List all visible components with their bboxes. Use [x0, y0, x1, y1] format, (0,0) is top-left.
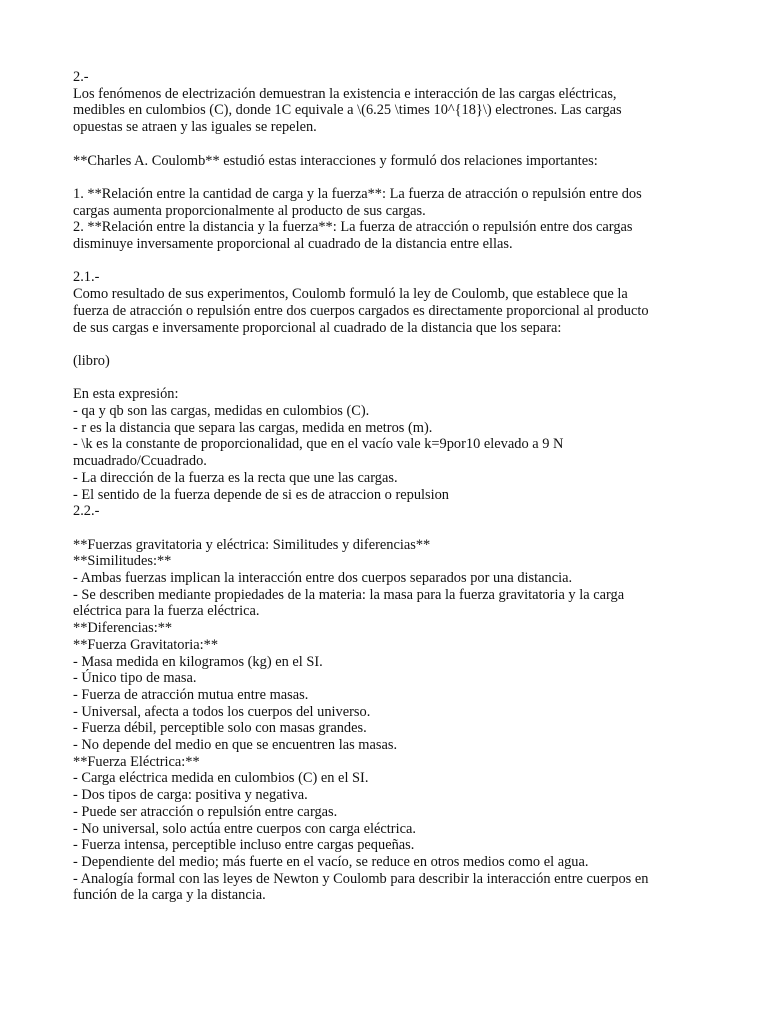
text-line: - No universal, solo actúa entre cuerpos con carga eléctrica.: [73, 820, 416, 837]
text-line: - Dos tipos de carga: positiva y negativa.: [73, 787, 308, 804]
text-line: opuestas se atraen y las iguales se repelen.: [73, 119, 317, 136]
text-line: - Se describen mediante propiedades de la materia: la masa para la fuerza gravitatoria y la carga: [73, 586, 625, 603]
text-line: - No depende del medio en que se encuentren las masas.: [73, 737, 398, 754]
text-line: 1. **Relación entre la cantidad de carga y la fuerza**: La fuerza de atracción o repulsión entre dos: [73, 185, 642, 202]
text-line: 2. **Relación entre la distancia y la fuerza**: La fuerza de atracción o repulsión entre dos cargas: [73, 219, 633, 236]
text-line: - Masa medida en kilogramos (kg) en el SI.: [73, 653, 323, 670]
text-line: **Diferencias:**: [73, 620, 173, 637]
coulomb-intro-line: **Charles A. Coulomb** estudió estas interacciones y formuló dos relaciones importantes:: [73, 152, 598, 169]
text-line: - qa y qb son las cargas, medidas en culombios (C).: [73, 402, 370, 419]
section-2-intro: [73, 86, 708, 136]
text-line: eléctrica para la fuerza eléctrica.: [73, 603, 260, 620]
text-line: Como resultado de sus experimentos, Coulomb formuló la ley de Coulomb, que establece que la: [73, 286, 628, 303]
text-line: - Ambas fuerzas implican la interacción entre dos cuerpos separados por una distancia.: [73, 570, 573, 586]
section-heading-2-2: 2.2.-: [73, 503, 100, 520]
relations-list: [73, 186, 708, 253]
text-line: - La dirección de la fuerza es la recta que une las cargas.: [73, 469, 398, 486]
text-line: cargas aumenta proporcionalmente al producto de sus cargas.: [73, 202, 426, 219]
text-line: - Carga eléctrica medida en culombios (C) en el SI.: [73, 770, 369, 787]
spacer: [73, 253, 708, 270]
text-line: - Fuerza débil, perceptible solo con masas grandes.: [73, 720, 367, 737]
text-line: - Fuerza de atracción mutua entre masas.: [73, 686, 309, 703]
text-line: - Universal, afecta a todos los cuerpos del universo.: [73, 703, 371, 720]
expression-list: [73, 386, 708, 503]
spacer: [73, 520, 708, 537]
section-heading-2-1: 2.1.-: [73, 269, 100, 286]
forces-comparison: [73, 537, 708, 904]
text-line: **Fuerza Eléctrica:**: [73, 753, 200, 770]
text-line: **Fuerza Gravitatoria:**: [73, 636, 219, 653]
text-line: fuerza de atracción o repulsión entre dos cuerpos cargados es directamente proporcional al producto: [73, 302, 649, 319]
spacer: [73, 169, 708, 186]
spacer: [73, 336, 708, 353]
text-line: - Único tipo de masa.: [73, 670, 197, 687]
text-line: **Fuerzas gravitatoria y eléctrica: Similitudes y diferencias**: [73, 536, 431, 553]
section-heading-2: 2.-: [73, 69, 89, 85]
text-line: - Puede ser atracción o repulsión entre cargas.: [73, 803, 338, 820]
text-line: disminuye inversamente proporcional al cuadrado de la distancia entre ellas.: [73, 236, 513, 252]
spacer: [73, 136, 708, 153]
coulomb-law-paragraph: [73, 286, 708, 336]
text-line: - El sentido de la fuerza depende de si es de atraccion o repulsion: [73, 486, 450, 503]
text-line: función de la carga y la distancia.: [73, 887, 266, 904]
text-line: - Fuerza intensa, perceptible incluso entre cargas pequeñas.: [73, 837, 415, 854]
text-line: En esta expresión:: [73, 386, 179, 403]
book-note: (libro): [73, 352, 110, 369]
text-line: - Analogía formal con las leyes de Newton y Coulomb para describir la interacción entre cuerpos en: [73, 870, 649, 887]
text-line: medibles en culombios (C), donde 1C equivale a \(6.25 \times 10^{18}\) electrones. Las cargas: [73, 102, 622, 119]
text-line: de sus cargas e inversamente proporcional al cuadrado de la distancia que los separa:: [73, 319, 562, 336]
text-line: mcuadrado/Ccuadrado.: [73, 453, 207, 470]
spacer: [73, 370, 708, 387]
text-line: - r es la distancia que separa las cargas, medida en metros (m).: [73, 419, 433, 436]
text-line: **Similitudes:**: [73, 553, 172, 570]
text-line: Los fenómenos de electrización demuestran la existencia e interacción de las cargas eléctricas,: [73, 85, 617, 102]
text-line: - Dependiente del medio; más fuerte en el vacío, se reduce en otros medios como el agua.: [73, 853, 589, 870]
text-line: - \k es la constante de proporcionalidad, que en el vacío vale k=9por10 elevado a 9 N: [73, 436, 564, 453]
